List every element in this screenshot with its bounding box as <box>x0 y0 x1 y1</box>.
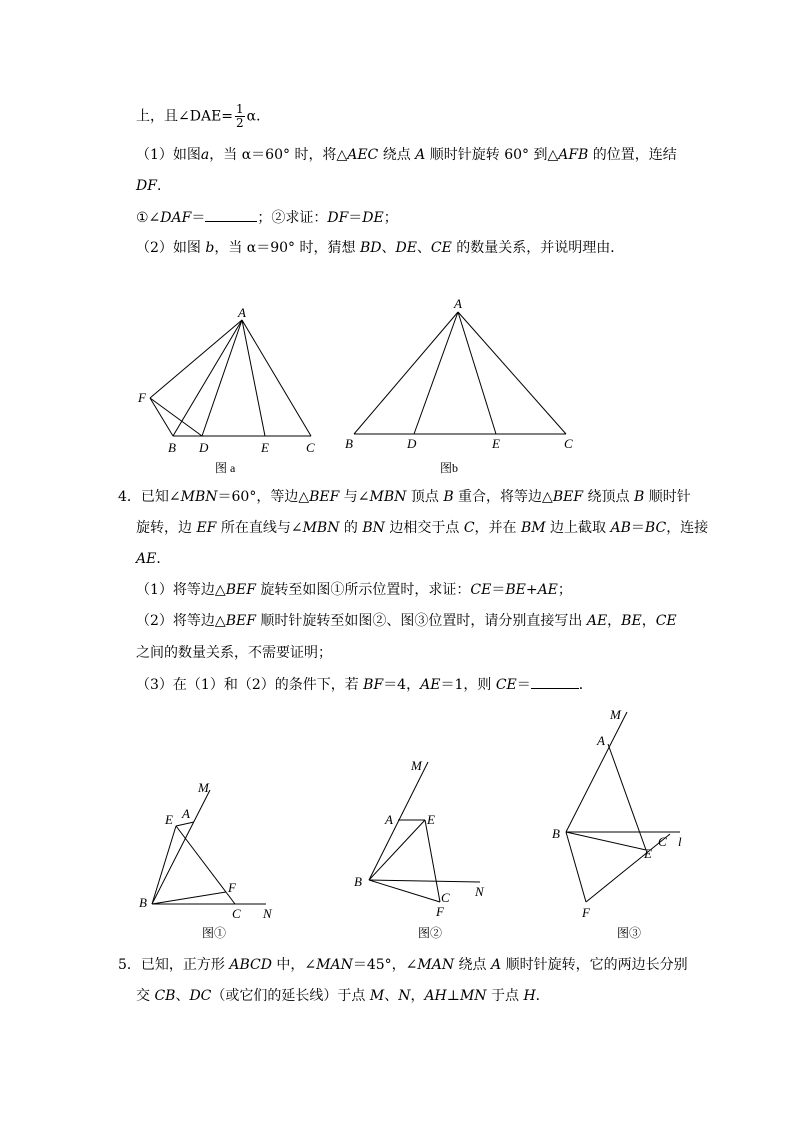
point-label-C: C <box>232 906 241 921</box>
figure-caption: 图③ <box>617 926 642 940</box>
text: （2）如图 <box>136 240 206 256</box>
text: AE <box>136 551 157 567</box>
text: BEF <box>225 582 256 598</box>
text: C <box>463 520 475 536</box>
text: ABCD <box>229 957 272 973</box>
text: 的 <box>339 520 363 536</box>
text: ＝ <box>348 210 363 226</box>
text: ，连接 <box>666 520 709 536</box>
text: 边相交于点 <box>384 520 464 536</box>
text: （3）在（1）和（2）的条件下，若 <box>136 677 364 693</box>
segment-BF <box>566 832 586 902</box>
text: DE <box>362 210 384 226</box>
text: 与∠ <box>339 489 370 505</box>
text: + <box>525 582 538 598</box>
point-label-N: N <box>475 884 484 899</box>
text: ，当 α＝60° 时，将△ <box>209 147 348 163</box>
text: AH <box>424 988 447 1004</box>
frac-numerator: 1 <box>236 102 244 116</box>
text: ＝60°，等边△ <box>217 489 310 505</box>
text: 顺时针旋转至如图②、图③位置时，请分别直接写出 <box>255 613 587 629</box>
point-label-B: B <box>345 436 353 451</box>
text: A <box>415 147 426 163</box>
text: ＝ <box>630 520 645 536</box>
segment-AE <box>458 312 496 434</box>
ray-BM <box>369 762 428 880</box>
text: AE <box>586 613 608 629</box>
segment-AC <box>458 312 566 434</box>
figure-caption: 图b <box>440 461 459 475</box>
segment-EF-line <box>176 826 235 904</box>
text: BEF <box>552 489 584 505</box>
text: ＝ <box>516 677 531 693</box>
text: 、 <box>384 988 399 1004</box>
figure-2 <box>354 758 485 940</box>
text: MAN <box>417 957 455 973</box>
text: A <box>491 957 502 973</box>
text: 顺时针旋转 60° 到△ <box>425 147 559 163</box>
point-label-D: D <box>407 436 417 451</box>
point-label-A: A <box>454 296 462 311</box>
text: AEC <box>347 147 379 163</box>
text: ，并在 <box>474 520 521 536</box>
segment-BE <box>369 820 425 880</box>
text: ＝ <box>191 210 206 226</box>
text: CE <box>655 613 677 629</box>
text: ，当 α＝90° 时，猜想 <box>214 240 360 256</box>
text: ＝45°，∠ <box>352 957 418 973</box>
segment-AC <box>242 320 311 436</box>
segment-AE <box>242 320 265 436</box>
text: ． <box>156 551 171 567</box>
text: B <box>443 489 454 505</box>
text: 交 <box>136 988 155 1004</box>
text: ． <box>156 178 171 194</box>
text: 顺时针 <box>644 489 691 505</box>
text: 于点 <box>486 988 524 1004</box>
text: BE <box>621 613 642 629</box>
text: 的数量关系，并说明理由． <box>451 240 625 256</box>
text: a <box>200 147 210 163</box>
segment-BE <box>566 832 646 850</box>
point-label-B: B <box>168 440 176 455</box>
point-label-F: F <box>436 904 444 919</box>
point-label-M: M <box>610 707 621 722</box>
text: 5．已知，正方形 <box>118 957 230 973</box>
point-label-E: E <box>165 812 173 827</box>
text: 绕点 <box>454 957 492 973</box>
point-label-F: F <box>582 905 590 920</box>
text: 的位置，连结 <box>588 147 677 163</box>
text: DF <box>327 210 349 226</box>
text: ①∠ <box>136 210 161 226</box>
point-label-C: C <box>658 834 667 849</box>
point-label-E: E <box>261 440 269 455</box>
text: AE <box>537 582 558 598</box>
point-label-N: N <box>263 906 272 921</box>
point-label-D: D <box>199 440 209 455</box>
text: DC <box>189 988 212 1004</box>
point-label-C: C <box>441 890 450 905</box>
segment-EF <box>425 820 440 902</box>
text: ⊥ <box>446 988 460 1004</box>
text: B <box>633 489 645 505</box>
point-label-C: C <box>306 440 315 455</box>
figure-1 <box>139 780 273 940</box>
text: ． <box>578 677 593 693</box>
text: AB <box>610 520 631 536</box>
text: CE <box>430 240 452 256</box>
text: MN <box>459 988 487 1004</box>
text: BE <box>505 582 526 598</box>
figure-caption: 图 a <box>215 461 236 475</box>
text: MBN <box>302 520 340 536</box>
text: CE <box>495 677 517 693</box>
text: ＝ <box>491 582 506 598</box>
text: ， <box>410 988 425 1004</box>
text: DE <box>395 240 417 256</box>
text: AFB <box>558 147 589 163</box>
text: ； <box>383 210 398 226</box>
segment-AB <box>354 312 458 434</box>
ray-BN <box>369 880 480 882</box>
point-label-F: F <box>138 390 146 405</box>
text: 、 <box>381 240 396 256</box>
figure-b <box>345 296 573 475</box>
text: 旋转，边 <box>136 520 197 536</box>
text: 顺时针旋转，它的两边长分别 <box>501 957 688 973</box>
text: 、 <box>416 240 431 256</box>
text: BF <box>363 677 384 693</box>
text: ， <box>641 613 656 629</box>
text: （1）如图 <box>136 147 201 163</box>
text: 旋转至如图①所示位置时，求证： <box>255 582 471 598</box>
figure-caption: 图② <box>418 926 443 940</box>
segment-BF <box>152 892 226 904</box>
point-label-E: E <box>644 846 652 861</box>
text: 4．已知∠ <box>118 489 181 505</box>
text: CE <box>470 582 492 598</box>
text: BEF <box>225 613 256 629</box>
text: ； <box>557 582 572 598</box>
point-label-A: A <box>238 305 246 320</box>
text: BD <box>359 240 382 256</box>
text: 之间的数量关系，不需要证明； <box>136 645 332 661</box>
segment-FB <box>150 398 173 436</box>
segment-AE <box>608 744 646 850</box>
text: BC <box>644 520 667 536</box>
text: 绕顶点 <box>583 489 634 505</box>
text: 绕点 <box>378 147 416 163</box>
point-label-B: B <box>552 826 560 841</box>
text: （1）将等边△ <box>136 582 226 598</box>
segment-AD <box>414 312 458 434</box>
figure-a <box>137 305 315 475</box>
point-label-N: l <box>678 834 682 849</box>
text: N <box>398 988 411 1004</box>
text: BM <box>520 520 546 536</box>
ray-BM <box>152 790 210 904</box>
text: b <box>205 240 215 256</box>
frac-denominator: 2 <box>236 116 244 130</box>
text: H <box>523 988 536 1004</box>
text: （2）将等边△ <box>136 613 226 629</box>
text: （或它们的延长线）于点 <box>211 988 370 1004</box>
point-label-A: A <box>385 812 393 827</box>
text: MBN <box>369 489 407 505</box>
text: BEF <box>309 489 340 505</box>
q3-text: 上，且∠DAE= <box>136 108 234 125</box>
point-label-C: C <box>564 436 573 451</box>
text: DAF <box>160 210 192 226</box>
text: MBN <box>180 489 218 505</box>
text: BN <box>362 520 385 536</box>
text: ， <box>607 613 622 629</box>
point-label-B: B <box>354 874 362 889</box>
text: DF <box>136 178 157 194</box>
text: MAN <box>316 957 353 973</box>
text: EF <box>196 520 217 536</box>
point-label-F: F <box>228 880 236 895</box>
text: 顶点 <box>406 489 444 505</box>
text: M <box>369 988 385 1004</box>
point-label-M: M <box>198 780 209 795</box>
text: CB <box>154 988 176 1004</box>
text: 中，∠ <box>271 957 317 973</box>
text: ＝1，则 <box>440 677 496 693</box>
figure-caption: 图① <box>202 926 227 940</box>
text: 边上截取 <box>545 520 611 536</box>
text: 、 <box>175 988 190 1004</box>
q3-text: α． <box>246 108 271 125</box>
text: ＝4， <box>383 677 421 693</box>
text: AE <box>420 677 441 693</box>
point-label-A: A <box>182 806 190 821</box>
point-label-E: E <box>427 812 435 827</box>
figure-3 <box>552 707 682 940</box>
text: ． <box>535 988 550 1004</box>
text: ；②求证： <box>257 210 328 226</box>
segment-EA <box>176 822 194 826</box>
point-label-E: E <box>492 436 500 451</box>
point-label-B: B <box>139 895 147 910</box>
segment-BF <box>369 880 440 902</box>
point-label-M: M <box>411 758 422 773</box>
text: 重合，将等边△ <box>453 489 553 505</box>
point-label-A: A <box>597 733 605 748</box>
text: 所在直线与∠ <box>216 520 303 536</box>
